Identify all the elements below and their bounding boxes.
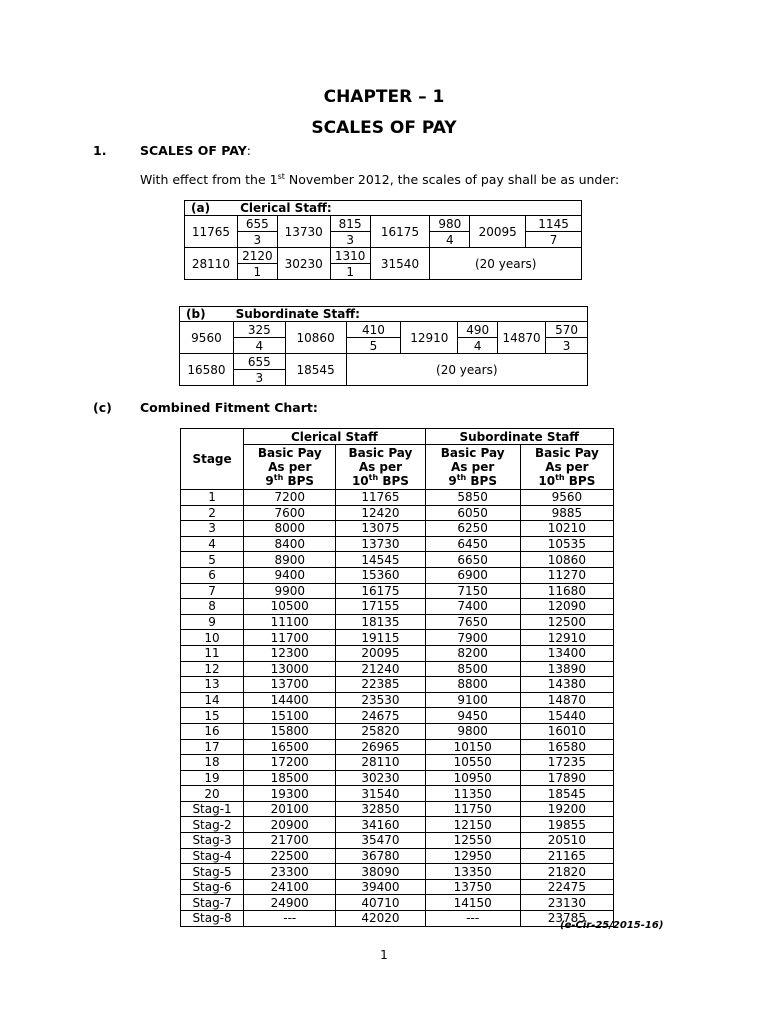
table-row <box>181 739 614 755</box>
clerical-9th-cell: 8400 <box>244 536 336 552</box>
circular-reference: (e-Cir-25/2015-16) <box>560 920 664 931</box>
col-num: 9 <box>265 474 274 488</box>
clerical-staff-header: Clerical Staff <box>244 429 425 445</box>
clerical-10th-cell: 13730 <box>336 536 425 552</box>
clerical-10th-cell: 31540 <box>336 786 425 802</box>
subordinate-10th-cell: 10860 <box>520 552 613 568</box>
intro-sup: st <box>277 171 285 181</box>
fitment-tag: (c) <box>93 400 112 415</box>
stage-cell: Stag-7 <box>181 895 244 911</box>
clerical-10th-cell: 17155 <box>336 599 425 615</box>
table-row <box>181 723 614 739</box>
subordinate-10th-cell: 20510 <box>520 833 613 849</box>
table-row <box>181 661 614 677</box>
subordinate-10th-cell: 22475 <box>520 879 613 895</box>
clerical-10th-cell: 19115 <box>336 630 425 646</box>
clerical-note: (20 years) <box>430 248 582 280</box>
clerical-10th-cell: 32850 <box>336 801 425 817</box>
subordinate-10th-cell: 17890 <box>520 770 613 786</box>
clerical-9th-cell: 18500 <box>244 770 336 786</box>
stage-cell: 15 <box>181 708 244 724</box>
clerical-basic: 11765 <box>185 216 238 248</box>
table-row <box>181 911 614 927</box>
clerical-9th-cell: 19300 <box>244 786 336 802</box>
table-row <box>181 521 614 537</box>
clerical-9th-cell: 8000 <box>244 521 336 537</box>
subordinate-10th-cell: 21820 <box>520 864 613 880</box>
subordinate-scale-table <box>179 306 588 386</box>
clerical-scale-table <box>184 200 582 280</box>
col-num: 9 <box>448 474 457 488</box>
clerical-10th-cell: 34160 <box>336 817 425 833</box>
subordinate-9th-cell: 9450 <box>425 708 520 724</box>
subordinate-10th-cell: 11270 <box>520 567 613 583</box>
subordinate-10th-cell: 18545 <box>520 786 613 802</box>
fitment-heading: Combined Fitment Chart: <box>140 400 318 415</box>
clerical-10th-cell: 40710 <box>336 895 425 911</box>
clerical-10th-cell: 24675 <box>336 708 425 724</box>
table-row <box>181 708 614 724</box>
subordinate-9th-cell: 7900 <box>425 630 520 646</box>
stage-cell: 6 <box>181 567 244 583</box>
table-row <box>181 505 614 521</box>
clerical-9th-cell: 9400 <box>244 567 336 583</box>
stage-cell: 7 <box>181 583 244 599</box>
clerical-9th-cell: 9900 <box>244 583 336 599</box>
clerical-count: 4 <box>430 232 470 248</box>
intro-text <box>140 172 619 187</box>
subordinate-9th-cell: 10550 <box>425 755 520 771</box>
subordinate-9th-cell: 9100 <box>425 692 520 708</box>
stage-cell: 17 <box>181 739 244 755</box>
col-num: 10 <box>351 474 369 488</box>
subordinate-count: 4 <box>458 338 498 354</box>
page-number: 1 <box>380 948 388 962</box>
stage-cell: 1 <box>181 490 244 506</box>
clerical-basic: 30230 <box>277 248 330 280</box>
clerical-tag: (a) <box>191 201 211 215</box>
table-row <box>181 552 614 568</box>
clerical-basic: 16175 <box>370 216 430 248</box>
subordinate-9th-cell: 8200 <box>425 645 520 661</box>
clerical-9th-cell: 21700 <box>244 833 336 849</box>
stage-cell: Stag-1 <box>181 801 244 817</box>
clerical-count: 7 <box>526 232 582 248</box>
col-line1: Basic Pay <box>440 446 505 460</box>
page-title: SCALES OF PAY <box>311 118 457 138</box>
col-header-clerical-10 <box>336 445 425 490</box>
subordinate-tag: (b) <box>186 307 206 321</box>
stage-cell: 3 <box>181 521 244 537</box>
clerical-count: 3 <box>330 232 370 248</box>
table-row <box>181 536 614 552</box>
col-line1: Basic Pay <box>257 446 322 460</box>
subordinate-increment: 570 <box>546 322 588 338</box>
table-row <box>181 692 614 708</box>
clerical-9th-cell: 11700 <box>244 630 336 646</box>
clerical-9th-cell: 7200 <box>244 490 336 506</box>
col-line2: As per <box>545 460 589 474</box>
subordinate-9th-cell: 10950 <box>425 770 520 786</box>
clerical-9th-cell: 10500 <box>244 599 336 615</box>
subordinate-increment: 410 <box>346 322 401 338</box>
section-number: 1. <box>93 143 107 158</box>
subordinate-10th-cell: 23130 <box>520 895 613 911</box>
clerical-10th-cell: 36780 <box>336 848 425 864</box>
section-colon: : <box>246 143 251 158</box>
subordinate-10th-cell: 12910 <box>520 630 613 646</box>
clerical-9th-cell: 15100 <box>244 708 336 724</box>
subordinate-count: 5 <box>346 338 401 354</box>
col-line2: As per <box>451 460 495 474</box>
clerical-9th-cell: 14400 <box>244 692 336 708</box>
col-suffix: BPS <box>378 474 409 488</box>
table-row <box>181 567 614 583</box>
clerical-10th-cell: 11765 <box>336 490 425 506</box>
clerical-10th-cell: 18135 <box>336 614 425 630</box>
stage-cell: Stag-5 <box>181 864 244 880</box>
table-row <box>181 630 614 646</box>
clerical-9th-cell: 8900 <box>244 552 336 568</box>
subordinate-basic: 14870 <box>498 322 546 354</box>
clerical-10th-cell: 16175 <box>336 583 425 599</box>
clerical-basic: 28110 <box>185 248 238 280</box>
subordinate-10th-cell: 19855 <box>520 817 613 833</box>
subordinate-basic: 9560 <box>180 322 234 354</box>
clerical-10th-cell: 39400 <box>336 879 425 895</box>
subordinate-9th-cell: 5850 <box>425 490 520 506</box>
subordinate-9th-cell: 6650 <box>425 552 520 568</box>
subordinate-9th-cell: 11350 <box>425 786 520 802</box>
subordinate-count: 3 <box>546 338 588 354</box>
subordinate-10th-cell: 13890 <box>520 661 613 677</box>
fitment-rows <box>181 490 614 927</box>
stage-cell: 5 <box>181 552 244 568</box>
stage-cell: 18 <box>181 755 244 771</box>
subordinate-9th-cell: 12950 <box>425 848 520 864</box>
subordinate-note: (20 years) <box>346 354 587 386</box>
col-sup: th <box>273 473 284 482</box>
fitment-chart-table <box>180 428 614 927</box>
subordinate-9th-cell: 12150 <box>425 817 520 833</box>
subordinate-9th-cell: 11750 <box>425 801 520 817</box>
table-row <box>181 770 614 786</box>
subordinate-10th-cell: 11680 <box>520 583 613 599</box>
table-row <box>181 801 614 817</box>
subordinate-9th-cell: --- <box>425 911 520 927</box>
clerical-9th-cell: 20100 <box>244 801 336 817</box>
col-sup: th <box>555 473 565 482</box>
clerical-9th-cell: --- <box>244 911 336 927</box>
stage-cell: Stag-2 <box>181 817 244 833</box>
subordinate-9th-cell: 13350 <box>425 864 520 880</box>
subordinate-9th-cell: 9800 <box>425 723 520 739</box>
table-row <box>181 879 614 895</box>
clerical-10th-cell: 14545 <box>336 552 425 568</box>
stage-cell: Stag-8 <box>181 911 244 927</box>
subordinate-9th-cell: 7650 <box>425 614 520 630</box>
subordinate-header <box>180 307 588 322</box>
table-row <box>181 864 614 880</box>
table-row <box>181 755 614 771</box>
stage-cell: 16 <box>181 723 244 739</box>
subordinate-10th-cell: 10210 <box>520 521 613 537</box>
clerical-10th-cell: 25820 <box>336 723 425 739</box>
subordinate-staff-header: Subordinate Staff <box>425 429 613 445</box>
subordinate-increment: 490 <box>458 322 498 338</box>
chapter-heading: CHAPTER – 1 <box>323 87 445 107</box>
subordinate-9th-cell: 6250 <box>425 521 520 537</box>
stage-header: Stage <box>181 429 244 490</box>
subordinate-10th-cell: 16580 <box>520 739 613 755</box>
table-row <box>181 848 614 864</box>
subordinate-9th-cell: 6050 <box>425 505 520 521</box>
subordinate-9th-cell: 7400 <box>425 599 520 615</box>
clerical-9th-cell: 24900 <box>244 895 336 911</box>
col-header-clerical-9 <box>244 445 336 490</box>
section-heading <box>140 143 251 158</box>
stage-cell: 11 <box>181 645 244 661</box>
col-suffix: BPS <box>564 474 596 488</box>
table-row <box>181 677 614 693</box>
table-row <box>181 490 614 506</box>
subordinate-increment: 655 <box>233 354 285 370</box>
clerical-increment: 2120 <box>237 248 277 264</box>
clerical-10th-cell: 38090 <box>336 864 425 880</box>
clerical-10th-cell: 20095 <box>336 645 425 661</box>
subordinate-10th-cell: 23785 <box>520 911 613 927</box>
stage-cell: 14 <box>181 692 244 708</box>
clerical-increment: 980 <box>430 216 470 232</box>
subordinate-10th-cell: 10535 <box>520 536 613 552</box>
clerical-increment: 655 <box>237 216 277 232</box>
subordinate-9th-cell: 8500 <box>425 661 520 677</box>
clerical-9th-cell: 17200 <box>244 755 336 771</box>
stage-cell: 20 <box>181 786 244 802</box>
clerical-9th-cell: 22500 <box>244 848 336 864</box>
clerical-9th-cell: 12300 <box>244 645 336 661</box>
clerical-10th-cell: 30230 <box>336 770 425 786</box>
clerical-header <box>185 201 582 216</box>
clerical-basic: 20095 <box>470 216 526 248</box>
clerical-10th-cell: 28110 <box>336 755 425 771</box>
subordinate-10th-cell: 14870 <box>520 692 613 708</box>
clerical-9th-cell: 11100 <box>244 614 336 630</box>
clerical-9th-cell: 24100 <box>244 879 336 895</box>
clerical-9th-cell: 7600 <box>244 505 336 521</box>
stage-cell: Stag-3 <box>181 833 244 849</box>
clerical-9th-cell: 13700 <box>244 677 336 693</box>
intro-pre: With effect from the 1 <box>140 172 278 187</box>
stage-cell: 13 <box>181 677 244 693</box>
subordinate-count: 4 <box>233 338 285 354</box>
col-header-subordinate-10 <box>520 445 613 490</box>
table-row <box>181 614 614 630</box>
subordinate-10th-cell: 9885 <box>520 505 613 521</box>
stage-cell: Stag-6 <box>181 879 244 895</box>
stage-cell: Stag-4 <box>181 848 244 864</box>
subordinate-10th-cell: 16010 <box>520 723 613 739</box>
subordinate-9th-cell: 6900 <box>425 567 520 583</box>
clerical-title: Clerical Staff: <box>240 201 332 215</box>
clerical-10th-cell: 21240 <box>336 661 425 677</box>
table-row <box>181 817 614 833</box>
subordinate-10th-cell: 17235 <box>520 755 613 771</box>
clerical-count: 3 <box>237 232 277 248</box>
stage-cell: 12 <box>181 661 244 677</box>
subordinate-10th-cell: 9560 <box>520 490 613 506</box>
subordinate-9th-cell: 12550 <box>425 833 520 849</box>
subordinate-increment: 325 <box>233 322 285 338</box>
subordinate-10th-cell: 12090 <box>520 599 613 615</box>
col-suffix: BPS <box>283 474 315 488</box>
stage-cell: 4 <box>181 536 244 552</box>
col-suffix: BPS <box>466 474 497 488</box>
table-row <box>181 786 614 802</box>
clerical-9th-cell: 23300 <box>244 864 336 880</box>
subordinate-basic: 12910 <box>401 322 458 354</box>
col-num: 10 <box>538 474 556 488</box>
table-row <box>181 599 614 615</box>
subordinate-basic: 18545 <box>285 354 346 386</box>
clerical-basic: 31540 <box>370 248 430 280</box>
subordinate-basic: 16580 <box>180 354 234 386</box>
subordinate-10th-cell: 14380 <box>520 677 613 693</box>
stage-cell: 9 <box>181 614 244 630</box>
clerical-10th-cell: 12420 <box>336 505 425 521</box>
clerical-10th-cell: 22385 <box>336 677 425 693</box>
table-row <box>181 583 614 599</box>
stage-cell: 8 <box>181 599 244 615</box>
col-line1: Basic Pay <box>534 446 599 460</box>
col-line1: Basic Pay <box>348 446 413 460</box>
subordinate-10th-cell: 19200 <box>520 801 613 817</box>
clerical-10th-cell: 13075 <box>336 521 425 537</box>
subordinate-9th-cell: 10150 <box>425 739 520 755</box>
clerical-count: 1 <box>237 264 277 280</box>
clerical-9th-cell: 16500 <box>244 739 336 755</box>
col-line2: As per <box>358 460 403 474</box>
subordinate-basic: 10860 <box>285 322 346 354</box>
subordinate-9th-cell: 8800 <box>425 677 520 693</box>
clerical-10th-cell: 35470 <box>336 833 425 849</box>
clerical-10th-cell: 42020 <box>336 911 425 927</box>
table-row <box>181 833 614 849</box>
subordinate-10th-cell: 21165 <box>520 848 613 864</box>
subordinate-9th-cell: 13750 <box>425 879 520 895</box>
col-header-subordinate-9 <box>425 445 520 490</box>
intro-post: November 2012, the scales of pay shall be as under: <box>284 172 620 187</box>
section-label: SCALES OF PAY <box>140 143 247 158</box>
stage-cell: 10 <box>181 630 244 646</box>
table-row <box>181 645 614 661</box>
subordinate-10th-cell: 15440 <box>520 708 613 724</box>
stage-cell: 2 <box>181 505 244 521</box>
clerical-increment: 1145 <box>526 216 582 232</box>
clerical-10th-cell: 23530 <box>336 692 425 708</box>
col-line2: As per <box>268 460 312 474</box>
col-sup: th <box>368 473 379 482</box>
subordinate-title: Subordinate Staff: <box>235 307 360 321</box>
clerical-10th-cell: 15360 <box>336 567 425 583</box>
clerical-10th-cell: 26965 <box>336 739 425 755</box>
subordinate-9th-cell: 14150 <box>425 895 520 911</box>
subordinate-9th-cell: 7150 <box>425 583 520 599</box>
subordinate-10th-cell: 13400 <box>520 645 613 661</box>
clerical-increment: 815 <box>330 216 370 232</box>
table-row <box>181 895 614 911</box>
clerical-count: 1 <box>330 264 370 280</box>
clerical-9th-cell: 13000 <box>244 661 336 677</box>
clerical-9th-cell: 20900 <box>244 817 336 833</box>
col-sup: th <box>456 473 467 482</box>
clerical-9th-cell: 15800 <box>244 723 336 739</box>
subordinate-count: 3 <box>233 370 285 386</box>
stage-cell: 19 <box>181 770 244 786</box>
clerical-increment: 1310 <box>330 248 370 264</box>
subordinate-9th-cell: 6450 <box>425 536 520 552</box>
clerical-basic: 13730 <box>277 216 330 248</box>
subordinate-10th-cell: 12500 <box>520 614 613 630</box>
